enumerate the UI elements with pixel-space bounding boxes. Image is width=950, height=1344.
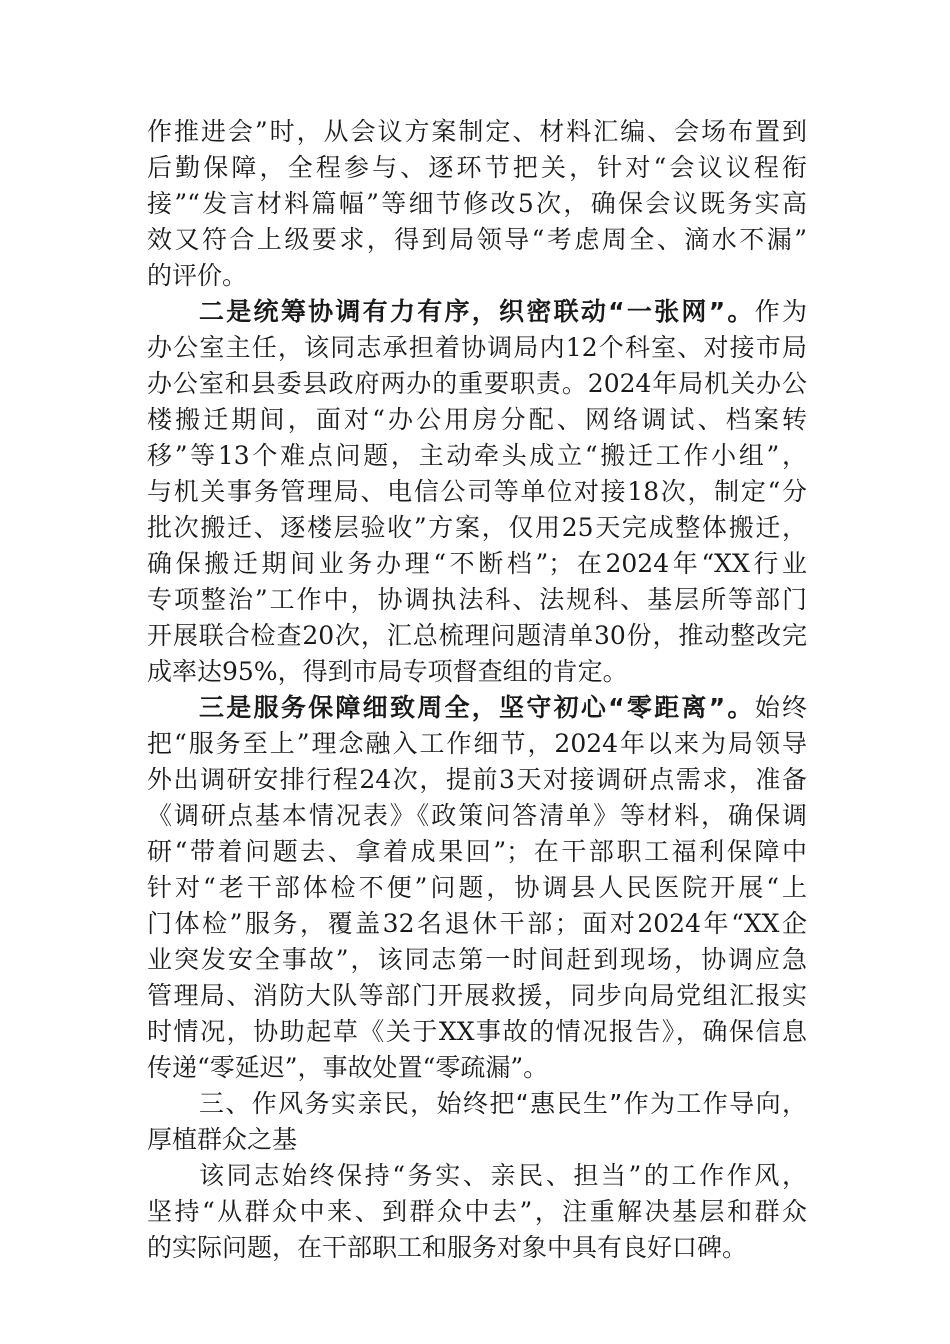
paragraph-lead-bold: 三是服务保障细致周全，坚守初心“零距离”。 bbox=[199, 693, 755, 722]
text-line: 后勤保障，全程参与、逐环节把关，针对“会议议程衔 bbox=[147, 153, 807, 182]
text-line: 门体检”服务，覆盖32名退休干部；面对2024年“XX企 bbox=[147, 909, 807, 938]
text-line: 的评价。 bbox=[147, 261, 248, 290]
text-line: 《调研点基本情况表》《政策问答清单》等材料，确保调 bbox=[147, 801, 807, 830]
paragraph-meeting-support bbox=[147, 114, 807, 294]
section-heading-line: 三、作风务实亲民，始终把“惠民生”作为工作导向， bbox=[199, 1089, 807, 1118]
text-line: 批次搬迁、逐楼层验收”方案，仅用25天完成整体搬迁， bbox=[147, 513, 807, 542]
paragraph-first-line bbox=[147, 294, 807, 330]
text-line: 办公室和县委县政府两办的重要职责。2024年局机关办公 bbox=[147, 369, 807, 398]
paragraph-lead-rest: 始终 bbox=[754, 693, 807, 722]
section-heading bbox=[147, 1086, 807, 1158]
text-line: 确保搬迁期间业务办理“不断档”；在2024年“XX行业 bbox=[147, 549, 807, 578]
text-line: 办公室主任，该同志承担着协调局内12个科室、对接市局 bbox=[147, 333, 807, 362]
text-line: 的实际问题，在干部职工和服务对象中具有良好口碑。 bbox=[147, 1233, 748, 1262]
paragraph-lead-rest: 作为 bbox=[754, 297, 807, 326]
text-line: 专项整治”工作中，协调执法科、法规科、基层所等部门 bbox=[147, 585, 807, 614]
text-line: 管理局、消防大队等部门开展救援，同步向局党组汇报实 bbox=[147, 981, 807, 1010]
text-line: 成率达95%，得到市局专项督查组的肯定。 bbox=[147, 657, 628, 686]
text-line: 效又符合上级要求，得到局领导“考虑周全、滴水不漏” bbox=[147, 225, 807, 254]
text-line: 与机关事务管理局、电信公司等单位对接18次，制定“分 bbox=[147, 477, 807, 506]
section-heading-line: 厚植群众之基 bbox=[147, 1125, 298, 1154]
paragraph-first-line bbox=[147, 690, 807, 726]
text-line: 研“带着问题去、拿着成果回”；在干部职工福利保障中 bbox=[147, 837, 807, 866]
text-line: 该同志始终保持“务实、亲民、担当”的工作作风， bbox=[199, 1161, 807, 1190]
text-line: 作推进会”时，从会议方案制定、材料汇编、会场布置到 bbox=[147, 117, 807, 146]
text-line: 外出调研安排行程24次，提前3天对接调研点需求，准备 bbox=[147, 765, 807, 794]
text-line: 业突发安全事故”，该同志第一时间赶到现场，协调应急 bbox=[147, 945, 807, 974]
paragraph-coordination bbox=[147, 294, 807, 690]
text-line: 坚持“从群众中来、到群众中去”，注重解决基层和群众 bbox=[147, 1197, 807, 1226]
document-body bbox=[147, 114, 807, 1266]
text-line: 针对“老干部体检不便”问题，协调县人民医院开展“上 bbox=[147, 873, 807, 902]
paragraph-service bbox=[147, 690, 807, 1086]
text-line: 接”“发言材料篇幅”等细节修改5次，确保会议既务实高 bbox=[147, 189, 807, 218]
text-line: 楼搬迁期间，面对“办公用房分配、网络调试、档案转 bbox=[147, 405, 807, 434]
paragraph-work-style bbox=[147, 1158, 807, 1266]
text-line: 把“服务至上”理念融入工作细节，2024年以来为局领导 bbox=[147, 729, 807, 758]
text-line: 开展联合检查20次，汇总梳理问题清单30份，推动整改完 bbox=[147, 621, 807, 650]
paragraph-lead-bold: 二是统筹协调有力有序，织密联动“一张网”。 bbox=[199, 297, 755, 326]
text-line: 时情况，协助起草《关于XX事故的情况报告》，确保信息 bbox=[147, 1017, 807, 1046]
text-line: 传递“零延迟”，事故处置“零疏漏”。 bbox=[147, 1053, 549, 1082]
text-line: 移”等13个难点问题，主动牵头成立“搬迁工作小组”， bbox=[147, 441, 807, 470]
